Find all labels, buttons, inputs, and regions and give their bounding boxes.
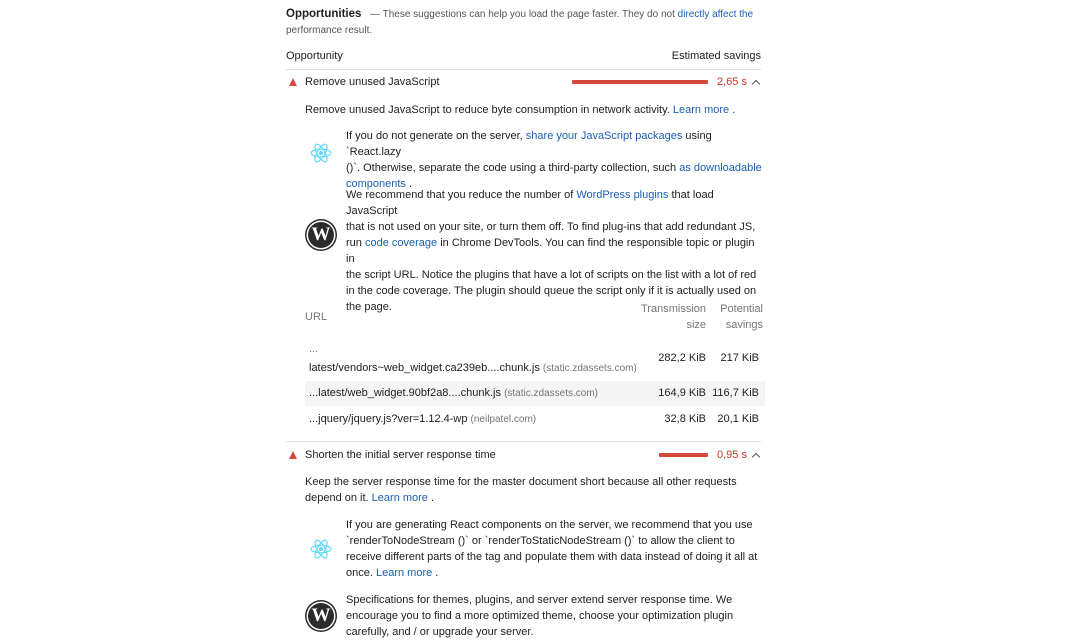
tip-text: ()`. Otherwise, separate the code using a third-party collection, such	[346, 162, 680, 174]
audit-description-text: Remove unused JavaScript to reduce byte consumption in network activity.	[305, 104, 673, 116]
table-header-potential	[708, 301, 763, 333]
table-header-potential-2: savings	[725, 319, 763, 331]
tip-text: .	[405, 178, 413, 190]
downloadable-components-link-cont[interactable]: components	[346, 178, 406, 190]
learn-more-link[interactable]: Learn more	[371, 492, 428, 504]
tip-text: We recommend that you reduce the number of	[346, 189, 577, 201]
table-header-potential-1: Potential	[720, 303, 763, 315]
tip-text: If you are generating React components on the server, we recommend that you use	[346, 519, 753, 531]
learn-more-link[interactable]: Learn more	[375, 567, 433, 579]
wordpress-tip	[346, 592, 766, 640]
table-cell-size: 164,9 KiB	[658, 387, 706, 399]
audit-savings: 2,65 s	[717, 76, 747, 88]
wordpress-icon: W	[305, 219, 337, 251]
table-header-url: URL	[305, 311, 328, 323]
audit-description	[305, 474, 745, 506]
react-icon	[309, 141, 333, 165]
tip-text: the page.	[346, 301, 392, 313]
wordpress-plugins-link[interactable]: WordPress plugins	[576, 189, 669, 201]
audit-remove-unused-js[interactable]	[286, 70, 761, 94]
audit-savings: 0,95 s	[717, 449, 747, 461]
table-cell-url	[309, 360, 637, 377]
url-ellipsis: ...	[309, 343, 319, 355]
react-tip	[346, 517, 766, 581]
tip-text: receive different parts of the tag and populate them with data instead of doing it all at	[346, 551, 758, 563]
table-row[interactable]	[305, 407, 765, 432]
table-row[interactable]	[305, 381, 765, 406]
wordpress-tip	[346, 187, 766, 315]
tip-text: the script URL. Notice the plugins that have a lot of scripts on the list with a lot of red	[346, 269, 757, 281]
opportunities-desc-line2: performance result.	[286, 25, 373, 36]
opportunities-title: Opportunities	[286, 8, 362, 20]
audit-description-end: .	[729, 104, 736, 116]
tip-text: in Chrome DevTools. You can find the responsible topic or plugin in	[346, 237, 755, 265]
table-row[interactable]	[305, 344, 765, 378]
url-host: (neilpatel.com)	[470, 414, 537, 425]
url-text: ...latest/web_widget.90bf2a8....chunk.js	[309, 387, 502, 399]
url-text: ...jquery/jquery.js?ver=1.12.4-wp	[309, 413, 468, 425]
learn-more-link[interactable]: Learn more	[672, 104, 730, 116]
table-header-transmission-2: size	[686, 319, 706, 331]
savings-column-header: Estimated savings	[671, 50, 761, 62]
tip-text: that is not used on your site, or turn them off. To find plug-ins that add redundant JS,	[346, 221, 756, 233]
audit-server-response-time[interactable]	[286, 443, 761, 467]
tip-text: that load JavaScript	[346, 189, 714, 217]
table-cell-url	[309, 385, 598, 402]
tip-text: once.	[346, 567, 376, 579]
table-cell-size: 282,2 KiB	[658, 352, 706, 364]
tip-text: If you do not generate on the server,	[346, 130, 526, 142]
warning-triangle-icon	[289, 78, 297, 86]
tip-text: .	[432, 567, 439, 579]
wordpress-icon: W	[305, 600, 337, 632]
opportunity-column-header: Opportunity	[286, 50, 343, 62]
code-coverage-link[interactable]: code coverage	[364, 237, 438, 249]
url-host: (static.zdassets.com)	[504, 388, 598, 399]
url-host: (static.zdassets.com)	[542, 363, 637, 374]
tip-text: carefully, and / or upgrade your server.	[346, 626, 534, 638]
warning-triangle-icon	[289, 451, 297, 459]
chevron-up-icon[interactable]	[752, 453, 760, 461]
directly-affect-link[interactable]: directly affect the	[677, 9, 754, 20]
opportunities-desc-text: — These suggestions can help you load the page faster. They do not	[370, 9, 678, 20]
table-cell-savings: 116,7 KiB	[712, 387, 759, 399]
opportunities-desc	[364, 9, 753, 20]
table-cell-size: 32,8 KiB	[664, 413, 706, 425]
audit-description	[305, 102, 735, 118]
tip-text: run	[346, 237, 365, 249]
tip-text: using `React.lazy	[346, 130, 712, 158]
chevron-up-icon[interactable]	[752, 80, 760, 88]
audit-description-text: depend on it.	[305, 492, 372, 504]
share-js-packages-link[interactable]: share your JavaScript packages	[525, 130, 683, 142]
table-cell-savings: 20,1 KiB	[717, 413, 759, 425]
table-cell-savings: 217 KiB	[720, 352, 759, 364]
audit-title: Remove unused JavaScript	[305, 76, 440, 88]
savings-bar	[572, 80, 708, 84]
table-header-transmission-1: Transmission	[641, 303, 706, 315]
tip-text: Specifications for themes, plugins, and server extend server response time. We	[346, 594, 733, 606]
audit-title: Shorten the initial server response time	[305, 449, 496, 461]
audit-description-text: Keep the server response time for the master document short because all other requests	[305, 476, 737, 488]
table-cell-url	[309, 411, 536, 428]
tip-text: `renderToNodeStream ()` or `renderToStaticNodeStream ()` to allow the client to	[346, 535, 735, 547]
tip-text: encourage you to find a more optimized theme, choose your optimization plugin	[346, 610, 734, 622]
divider	[286, 441, 761, 442]
tip-text: in the code coverage. The plugin should queue the script only if it is actually used on	[346, 285, 757, 297]
savings-bar	[659, 453, 708, 457]
audit-description-end: .	[427, 492, 435, 504]
downloadable-components-link[interactable]: as downloadable	[679, 162, 762, 174]
table-header-transmission	[620, 301, 706, 333]
react-icon	[309, 537, 333, 561]
opportunities-header	[286, 6, 766, 23]
react-tip	[346, 128, 766, 192]
url-text: latest/vendors~web_widget.ca239eb....chunk.js	[309, 362, 540, 374]
